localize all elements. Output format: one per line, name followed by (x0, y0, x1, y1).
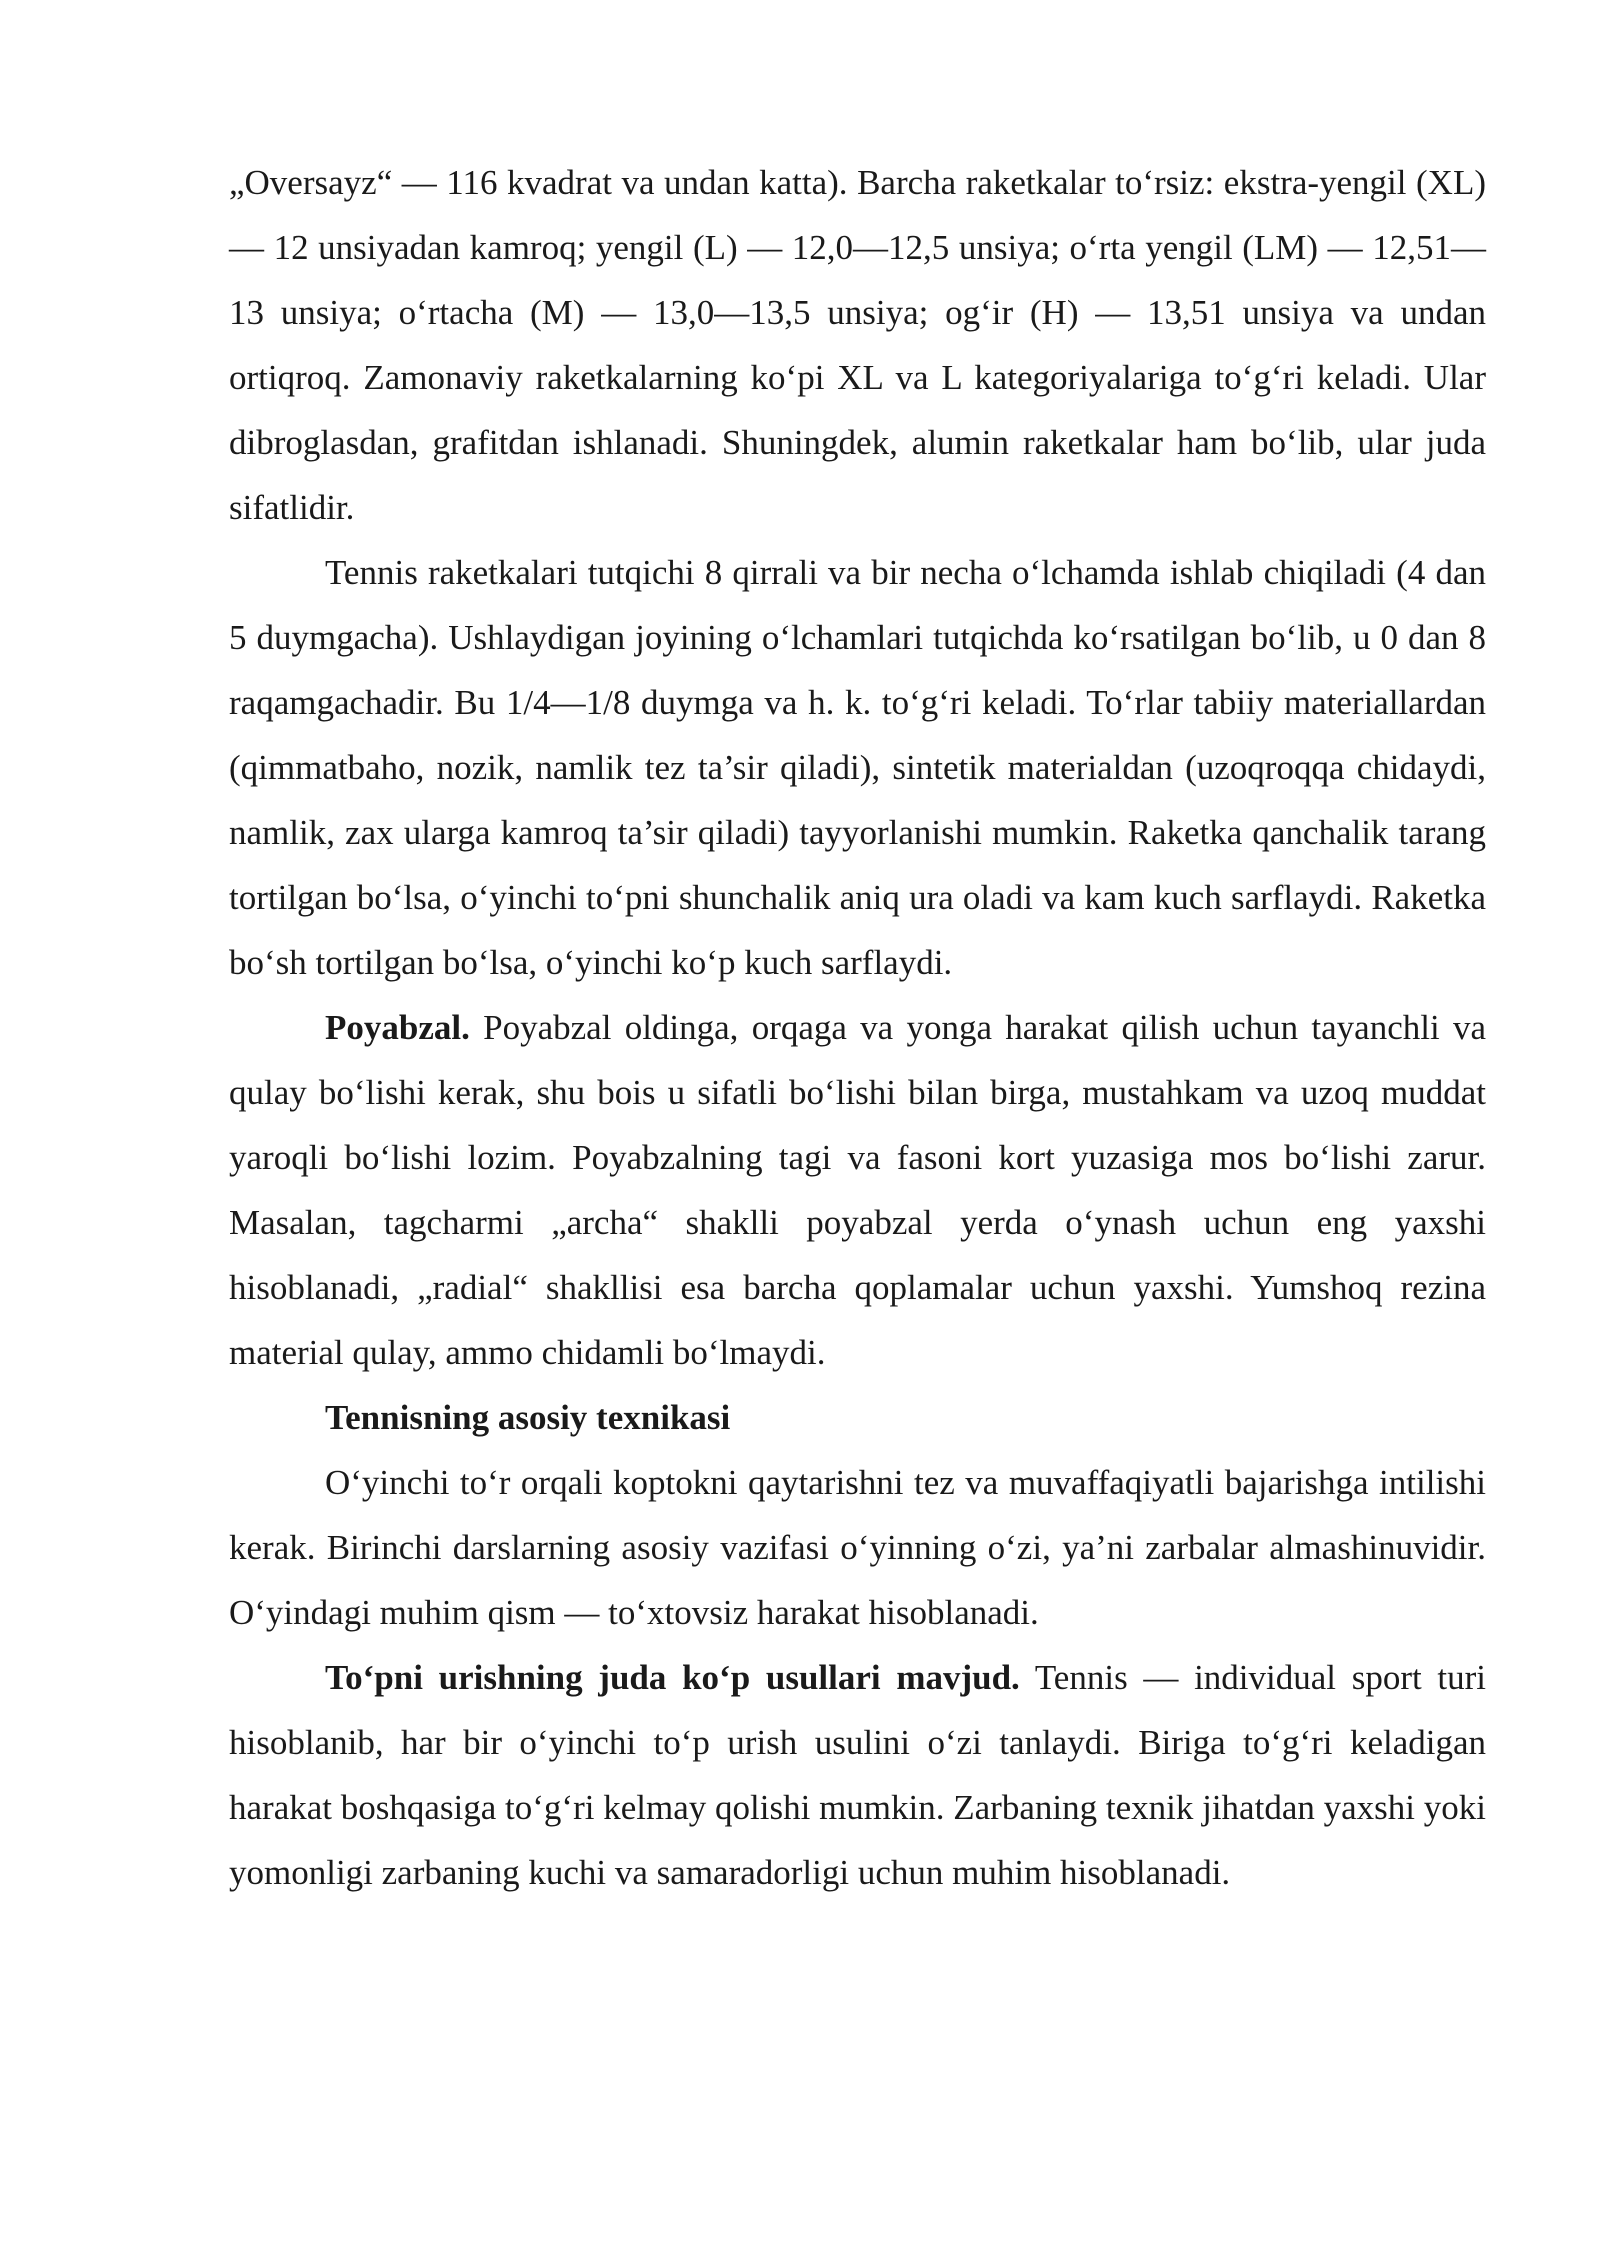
footwear-lead: Poyabzal. (325, 1008, 470, 1047)
strike-methods-lead: To‘pni urishning juda ko‘p usullari mavjud. (325, 1658, 1020, 1697)
section-heading: Tennisning asosiy texnikasi (325, 1398, 731, 1437)
paragraph-player-goal: O‘yinchi to‘r orqali koptokni qaytarishni tez va muvaffaqiyatli bajarishga intilishi kerak. Birinchi darslarning asosiy vazifasi o‘yinning o‘zi, ya’ni zarbalar almashinuvidir. O‘yindagi muhim qism — to‘xtovsiz harakat hisoblanadi. (229, 1463, 1486, 1632)
strike-methods-body: Tennis — individual sport turi hisoblanib, har bir o‘yinchi to‘p urish usulini o‘zi tanlaydi. Biriga to‘g‘ri keladigan harakat boshqasiga to‘g‘ri kelmay qolishi mumkin. Zarbaning texnik jihatdan yaxshi yoki yomonligi zarbaning kuchi va samaradorligi uchun muhim hisoblanadi. (229, 1658, 1487, 1892)
document-page (229, 150, 1486, 1905)
footwear-body: Poyabzal oldinga, orqaga va yonga harakat qilish uchun tayanchli va qulay bo‘lishi kerak, shu bois u sifatli bo‘lishi bilan birga, mustahkam va uzoq muddat yaroqli bo‘lishi lozim. Poyabzalning tagi va fasoni kort yuzasiga mos bo‘lishi zarur. Masalan, tagcharmi „archa“ shaklli poyabzal yerda o‘ynash uchun eng yaxshi hisoblanadi, „radial“ shakllisi esa barcha qoplamalar uchun yaxshi. Yumshoq rezina material qulay, ammo chidamli bo‘lmaydi. (229, 1008, 1486, 1372)
paragraph-footwear (229, 995, 1486, 1385)
paragraph-racket-weights: „Oversayz“ — 116 kvadrat va undan katta). Barcha raketkalar to‘rsiz: ekstra-yengil (XL) — 12 unsiyadan kamroq; yengil (L) — 12,0—12,5 unsiya; o‘rta yengil (LM) — 12,51—13 unsiya; o‘rtacha (M) — 13,0—13,5 unsiya; og‘ir (H) — 13,51 unsiya va undan ortiqroq. Zamonaviy raketkalarning ko‘pi XL va L kategoriyalariga to‘g‘ri keladi. Ular dibroglasdan, grafitdan ishlanadi. Shuningdek, alumin raketkalar ham bo‘lib, ular juda sifatlidir. (229, 163, 1486, 527)
paragraph-strike-methods (229, 1645, 1486, 1905)
paragraph-racket-grip: Tennis raketkalari tutqichi 8 qirrali va bir necha o‘lchamda ishlab chiqiladi (4 dan 5 duymgacha). Ushlaydigan joyining o‘lchamlari tutqichda ko‘rsatilgan bo‘lib, u 0 dan 8 raqamgachadir. Bu 1/4—1/8 duymga va h. k. to‘g‘ri keladi. To‘rlar tabiiy materiallardan (qimmatbaho, nozik, namlik tez ta’sir qiladi), sintetik materialdan (uzoqroqqa chidaydi, namlik, zax ularga kamroq ta’sir qiladi) tayyorlanishi mumkin. Raketka qanchalik tarang tortilgan bo‘lsa, o‘yinchi to‘pni shunchalik aniq ura oladi va kam kuch sarflaydi. Raketka bo‘sh tortilgan bo‘lsa, o‘yinchi ko‘p kuch sarflaydi. (229, 553, 1486, 982)
